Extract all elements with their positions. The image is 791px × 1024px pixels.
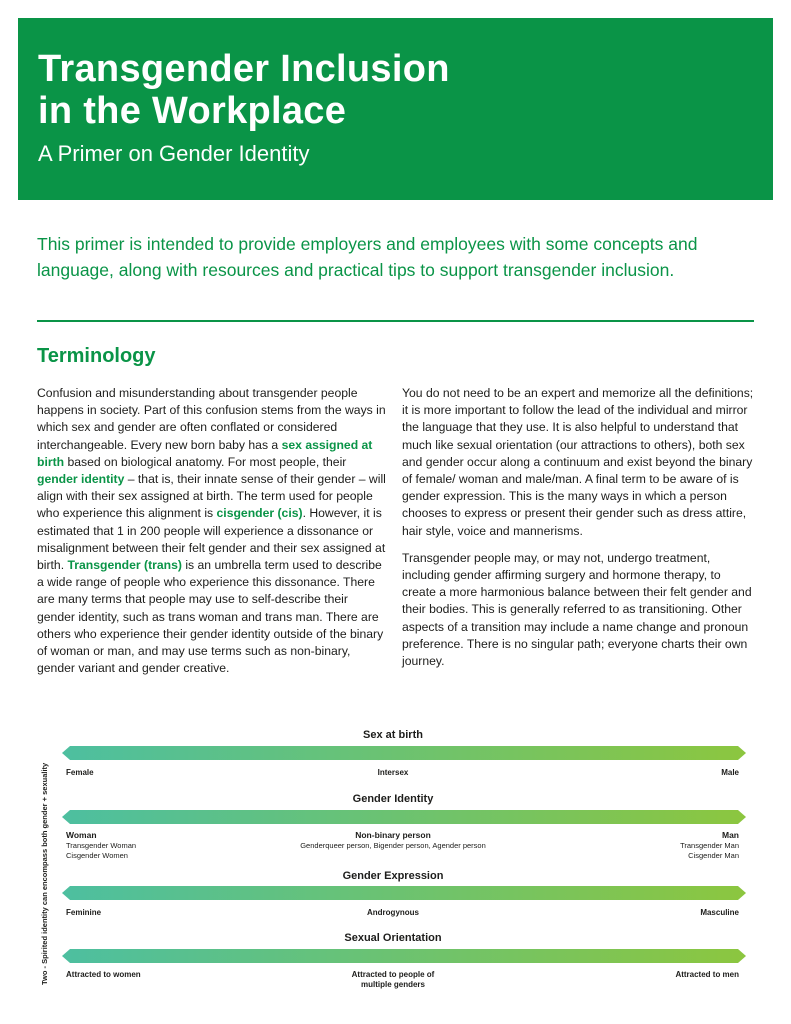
label-text: Androgynous bbox=[367, 908, 419, 917]
label-woman-group bbox=[66, 830, 136, 861]
left-column bbox=[37, 385, 389, 687]
spectrum-title-sexual-orientation: Sexual Orientation bbox=[344, 932, 442, 944]
page-title bbox=[38, 48, 773, 132]
label-cisgender-man: Cisgender Man bbox=[688, 851, 739, 860]
title-line-1: Transgender Inclusion bbox=[38, 48, 450, 90]
label-man: Man bbox=[722, 830, 739, 840]
label-intersex bbox=[263, 768, 523, 778]
spectrum-title-sex-at-birth: Sex at birth bbox=[363, 729, 423, 741]
label-nonbinary-examples: Genderqueer person, Bigender person, Agender person bbox=[300, 841, 486, 850]
spectrum-title-gender-identity: Gender Identity bbox=[352, 793, 434, 805]
label-cisgender-women: Cisgender Women bbox=[66, 851, 128, 860]
term-sex-assigned-at-birth: sex assigned at birth bbox=[37, 437, 373, 469]
label-feminine bbox=[66, 908, 101, 918]
label-woman: Woman bbox=[66, 830, 97, 840]
text-run: based on biological anatomy. For most people, their bbox=[64, 454, 347, 469]
term-gender-identity: gender identity bbox=[37, 472, 125, 487]
label-text: Feminine bbox=[66, 908, 102, 917]
title-line-2: in the Workplace bbox=[38, 90, 347, 132]
spectrum-bar-gender-identity bbox=[62, 810, 746, 824]
label-text: Masculine bbox=[700, 908, 739, 917]
title-banner bbox=[18, 18, 773, 200]
section-divider bbox=[37, 320, 754, 322]
spectrum-title-gender-expression: Gender Expression bbox=[342, 870, 444, 882]
label-masculine bbox=[700, 908, 739, 918]
section-heading-terminology: Terminology bbox=[37, 345, 156, 367]
label-attracted-to-women bbox=[66, 970, 141, 980]
text-run: Confusion and misunderstanding about transgender people happens in society. Part of this confusion stems from the ways in which sex and gender are often conflated or considered interchangeable. Every new born baby has a bbox=[37, 386, 386, 452]
label-text-line-1: Attracted to people of bbox=[351, 970, 435, 979]
spectrum-bar-sex-at-birth bbox=[62, 746, 746, 760]
right-paragraph-1: You do not need to be an expert and memorize all the definitions; it is more important to follow the lead of the individual and mirror the language that they use. It is also helpful to understand that much like sexual orientation (our attractions to others), both sex and gender occur along a continuum and exist beyond the binary of female/ woman and male/man. A final term to be aware of is gender expression. This is the many ways in which a person chooses to express or present their gender such as dress attire, hair style, voice and mannerisms. bbox=[402, 386, 754, 538]
label-transgender-man: Transgender Man bbox=[680, 841, 739, 850]
left-paragraph bbox=[37, 385, 389, 677]
term-transgender: Transgender (trans) bbox=[67, 558, 182, 573]
label-nonbinary-group bbox=[263, 830, 523, 851]
right-column bbox=[402, 385, 756, 680]
text-run: is an umbrella term used to describe a wide range of people who experience this dissonance. There are many terms that people may use to self-describe their gender identity, such as trans woman and trans man. There are others who experience their gender identity outside of the binary of woman or man, and may use terms such as non-binary, gender variant and gender creative. bbox=[37, 558, 384, 676]
term-cisgender: cisgender (cis) bbox=[216, 506, 303, 521]
label-attracted-to-men bbox=[675, 970, 739, 980]
label-man-group bbox=[680, 830, 739, 861]
two-spirited-side-label: Two - Spirited identity can encompass both gender + sexuality bbox=[40, 762, 49, 985]
label-transgender-woman: Transgender Woman bbox=[66, 841, 137, 850]
text-run: – that is, their innate sense of their gender – will align with their sex assigned at birth. The term used for people who experience this alignment is bbox=[37, 472, 386, 521]
label-text: Intersex bbox=[377, 768, 409, 777]
label-attracted-multiple bbox=[263, 970, 523, 990]
label-text: Female bbox=[66, 768, 94, 777]
label-nonbinary-person: Non-binary person bbox=[355, 830, 431, 840]
label-female bbox=[66, 768, 94, 778]
spectrum-bar-gender-expression bbox=[62, 886, 746, 900]
label-text: Male bbox=[721, 768, 739, 777]
label-text: Attracted to men bbox=[675, 970, 739, 979]
right-paragraph-2: Transgender people may, or may not, undergo treatment, including gender affirming surgery and hormone therapy, to create a more harmonious balance between their felt gender and their bodies. This is generally referred to as transitioning. Other aspects of a transition may include a name change and pronoun preference. There is no singular path; everyone charts their own journey. bbox=[402, 550, 752, 669]
spectrum-bar-sexual-orientation bbox=[62, 949, 746, 963]
label-androgynous bbox=[263, 908, 523, 918]
label-male bbox=[721, 768, 739, 778]
intro-paragraph: This primer is intended to provide employers and employees with some concepts and language, along with resources and practical tips to support transgender inclusion. bbox=[37, 234, 698, 280]
page-subtitle: A Primer on Gender Identity bbox=[38, 141, 310, 166]
label-text-line-2: multiple genders bbox=[360, 980, 425, 989]
text-run: . However, it is estimated that 1 in 200 people will experience a dissonance or misalignment between their felt gender and their sex assigned at birth. bbox=[37, 506, 386, 573]
label-text: Attracted to women bbox=[66, 970, 141, 979]
